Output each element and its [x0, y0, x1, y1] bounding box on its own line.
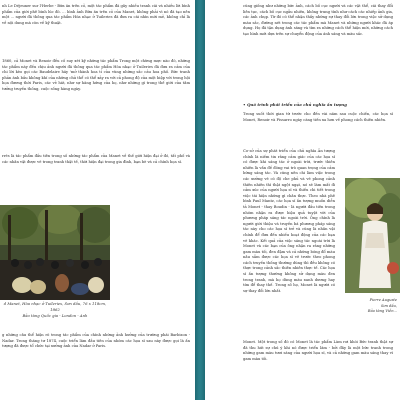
- caption-medium: Sơn dầu,: [380, 303, 397, 308]
- right-paragraph-bottom: Monet. Một trong số đó có Monet là tác phẩm Làm rơi khói Bức tranh thật sự đã thu hút sự chú ý khi nó được triển lãm - bởi đây là một bức tranh trong những gam màu tươi sáng của người họa sĩ, và cả những gam màu sáng thay vì gam màu tối.: [243, 340, 393, 361]
- caption-artist: Pierre Auguste: [369, 298, 397, 302]
- caption-museum-right: Bảo tàng Viễn...: [367, 309, 397, 314]
- painting-renoir: [345, 178, 400, 293]
- caption-museum: Bảo tàng Quốc gia - London - Anh: [22, 313, 88, 318]
- painting-concert-tuileries: [0, 205, 110, 300]
- right-paragraph-1: cũng giống như những bức ảnh, cách bố cục người và các vật thể, cái thay đổi liên tục, cách bố cục ngẫu nhiên, không trung tính như cách các nhiếp ảnh gia, các ảnh chụp. Từ đó có thể nhận thấy những sự thay đổi lớn trong việc sử dụng màu sắc, đường nét trong các tác phẩm mà Manet và những người khác đã áp dụng. Họ đã tận dụng ánh sáng và tìm ra những cách thể hiện mới, những cách tạo hình mới dựa trên sự chuyển động của ánh sáng và màu sắc.: [243, 4, 393, 36]
- left-paragraph-1: nh Le Déjeuner sur l'Herbe - Bữa ăn trên cỏ, một tác phẩm đã gây nhiều tranh cãi và nhiều lời bình phẩm của giới phê bình lúc đó. ... hình ảnh Bữa ăn trên cỏ của Manet, không phải vì nó đã tạo nên một ... người đã thông qua tác phẩm Hòa nhạc ở Tuileries đã đưa ra cái nhìn mới mẻ, không chỉ là về nội dung mà còn về kỹ thuật.: [2, 4, 190, 25]
- painting-caption-left: [0, 301, 110, 319]
- caption-title: d Manet, Hòa nhạc ở Tuileries, Sơn dầu, 76 x 118cm, 1862: [3, 301, 107, 312]
- painting-caption-right: [337, 298, 397, 315]
- book-gutter: [195, 0, 205, 400]
- left-paragraph-3: rrés là tác phẩm đầu tiên trong số những tác phẩm của Manet về thế giới hiện đại ở đó, tất phố và các nhân vật được vẽ trong tranh thật tế, thời hiện đại trong gia đình, bạn bè và cả chính họa sĩ.: [2, 154, 190, 164]
- section-heading: • Quá trình phát triển của chủ nghĩa ấn tượng: [243, 102, 347, 107]
- right-paragraph-2: Trong suốt thời gian từ trước cho đến vài năm sau cuộc chiến, các họa sĩ Monet, Renoir và Pissarro ngày càng tiến xa hơn về phong cách thiên nhiên.: [243, 112, 393, 122]
- left-paragraph-bottom: g những câu thể hiện rõ trong tác phẩm của chính những ảnh hưởng của trường phái Barbizon - Nadar. Trong tháng tư 1874, cuộc triển lãm đầu tiên của nhóm các họa sĩ sau này được gọi là ấn tượng đã được tổ chức tại xưởng ảnh của Nadar ở Paris.: [2, 333, 190, 349]
- left-page: [0, 0, 195, 400]
- left-paragraph-2: 1860, cả Monet và Renoir đều cố suy xét kỹ những tác phẩm Trong một chừng mực nào đó, những tác phẩm này đều chịu ảnh người đã thông qua tác phẩm Hòa nhạc ở Tuileries đã đưa ra cảm của chi lời kèo gọi các Baudelaire hãy 'mở thành hoa tỉ của vùng những sắc cảu hoa phố. Bức tranh phản ánh bầu không khí của những chủ thể có thể xảy ra với cả phong độ của một hiệp với trong hội họa đương thời Paris, các vẻ hát, như sự hăng hứng của họ, như những gì trong thế giới của tâm tưởng truyền thống, cuộc sống hàng ngày.: [2, 59, 190, 91]
- right-page: [205, 0, 400, 400]
- right-paragraph-3: Cơ sở của sự phát triển của chủ nghĩa Ấn tượng chính là niềm tin rằng cảm giác của các họa sĩ có được khi sáng tác ở ngoài trời, trước thiên nhiên là vấn đề đóng vai trò quan trọng của cảm hứng sáng tác. Và cũng nên chi làm việc trong các xưởng vẽ có độ che phủ và vẽ phong cảnh thiên nhiên thì thật ngột ngạt, nó sẽ làm mất đi cảm xúc của người họa sĩ và thiếu chi tiết trong việc tái hiện những gì chân thực. Theo nhà phê bình Paul Mantz, các họa sĩ ấn tượng muốn diễn tả Monet - thay Boudin - là người đầu tiên trong nhóm nhận ra được hiệu quả tuyệt vời của phương pháp sáng tác ngoài trời. Ông chính là người giới thiệu và truyền bá phương pháp sáng tác này cho các họa sĩ trẻ và cũng là nhân vật chính để đưa đến nhiều hoạt động của các bạn vẽ khác. Kết quả của việc sáng tác ngoài trời là Monet và các bạn của ông nhận ra rằng những gam màu tối, đen đậm và cả những bóng đổ màu nâu sẫm được các họa sĩ vẽ trước theo phong cách truyền thống thường dùng thì đều không có thực trong cảnh sắc thiên nhiên thực tế. Các họa sĩ ấn tượng thường không sử dụng màu đen trong tranh, mà họ dùng màu xanh dương hay tím để thay thế. Trong số họ, Monet là người có sự thay đổi lớn nhất.: [243, 149, 335, 293]
